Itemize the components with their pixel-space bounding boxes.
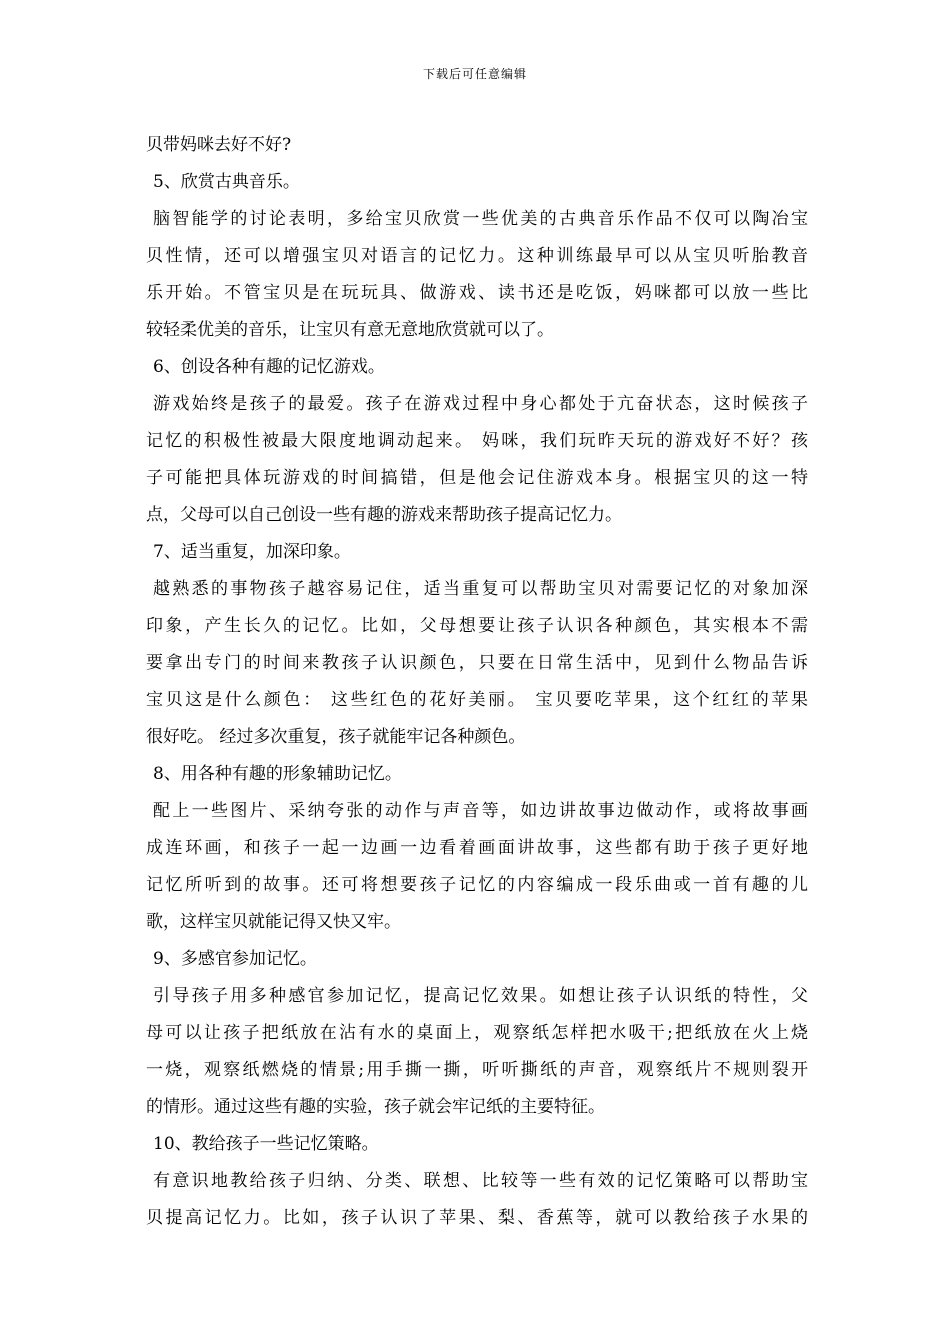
- page-header: 下载后可任意编辑: [422, 67, 527, 81]
- text-line: 印象，产生长久的记忆。比如，父母想要让孩子认识各种颜色，其实根本不需: [146, 616, 808, 636]
- section-heading: 8、用各种有趣的形象辅助记忆。: [153, 764, 402, 784]
- text-line: 贝提高记忆力。比如，孩子认识了苹果、梨、香蕉等，就可以教给孩子水果的: [146, 1208, 808, 1228]
- text-line: 越熟悉的事物孩子越容易记住，适当重复可以帮助宝贝对需要记忆的对象加深: [153, 579, 808, 599]
- text-line: 贝带妈咪去好不好?: [146, 135, 292, 155]
- text-line: 乐开始。不管宝贝是在玩玩具、做游戏、读书还是吃饭，妈咪都可以放一些比: [146, 283, 808, 303]
- section-heading: 9、多感官参加记忆。: [153, 949, 317, 969]
- text-line: 成连环画，和孩子一起一边画一边看着画面讲故事，这些都有助于孩子更好地: [146, 838, 808, 858]
- text-line: 的情形。通过这些有趣的实验，孩子就会牢记纸的主要特征。: [146, 1097, 605, 1117]
- text-line: 要拿出专门的时间来教孩子认识颜色，只要在日常生活中，见到什么物品告诉: [146, 653, 808, 673]
- text-line: 有意识地教给孩子归纳、分类、联想、比较等一些有效的记忆策略可以帮助宝: [153, 1171, 808, 1191]
- text-line: 较轻柔优美的音乐，让宝贝有意无意地欣赏就可以了。: [146, 320, 554, 340]
- text-line: 点，父母可以自己创设一些有趣的游戏来帮助孩子提高记忆力。: [146, 505, 622, 525]
- text-line: 游戏始终是孩子的最爱。孩子在游戏过程中身心都处于亢奋状态，这时候孩子: [153, 394, 808, 414]
- text-line: 贝性情，还可以增强宝贝对语言的记忆力。这种训练最早可以从宝贝听胎教音: [146, 246, 808, 266]
- text-line: 引导孩子用多种感官参加记忆，提高记忆效果。如想让孩子认识纸的特性，父: [153, 986, 808, 1006]
- text-line: 一烧，观察纸燃烧的情景;用手撕一撕，听听撕纸的声音，观察纸片不规则裂开: [146, 1060, 808, 1080]
- text-line: 宝贝这是什么颜色： 这些红色的花好美丽。 宝贝要吃苹果，这个红红的苹果: [146, 690, 808, 710]
- section-heading: 5、欣赏古典音乐。: [153, 172, 300, 192]
- text-line: 脑智能学的讨论表明，多给宝贝欣赏一些优美的古典音乐作品不仅可以陶冶宝: [153, 209, 808, 229]
- text-line: 子可能把具体玩游戏的时间搞错，但是他会记住游戏本身。根据宝贝的这一特: [146, 468, 808, 488]
- text-line: 歌，这样宝贝就能记得又快又牢。: [146, 912, 401, 932]
- text-line: 记忆的积极性被最大限度地调动起来。 妈咪，我们玩昨天玩的游戏好不好？孩: [146, 431, 808, 451]
- document-body: [146, 131, 808, 1241]
- text-line: 母可以让孩子把纸放在沾有水的桌面上，观察纸怎样把水吸干;把纸放在火上烧: [146, 1023, 808, 1043]
- text-line: 记忆所听到的故事。还可将想要孩子记忆的内容编成一段乐曲或一首有趣的儿: [146, 875, 808, 895]
- section-heading: 10、教给孩子一些记忆策略。: [153, 1134, 379, 1154]
- text-line: 很好吃。 经过多次重复，孩子就能牢记各种颜色。: [146, 727, 526, 747]
- section-heading: 7、适当重复，加深印象。: [153, 542, 351, 562]
- section-heading: 6、创设各种有趣的记忆游戏。: [153, 357, 385, 377]
- text-line: 配上一些图片、采纳夸张的动作与声音等，如边讲故事边做动作，或将故事画: [153, 801, 808, 821]
